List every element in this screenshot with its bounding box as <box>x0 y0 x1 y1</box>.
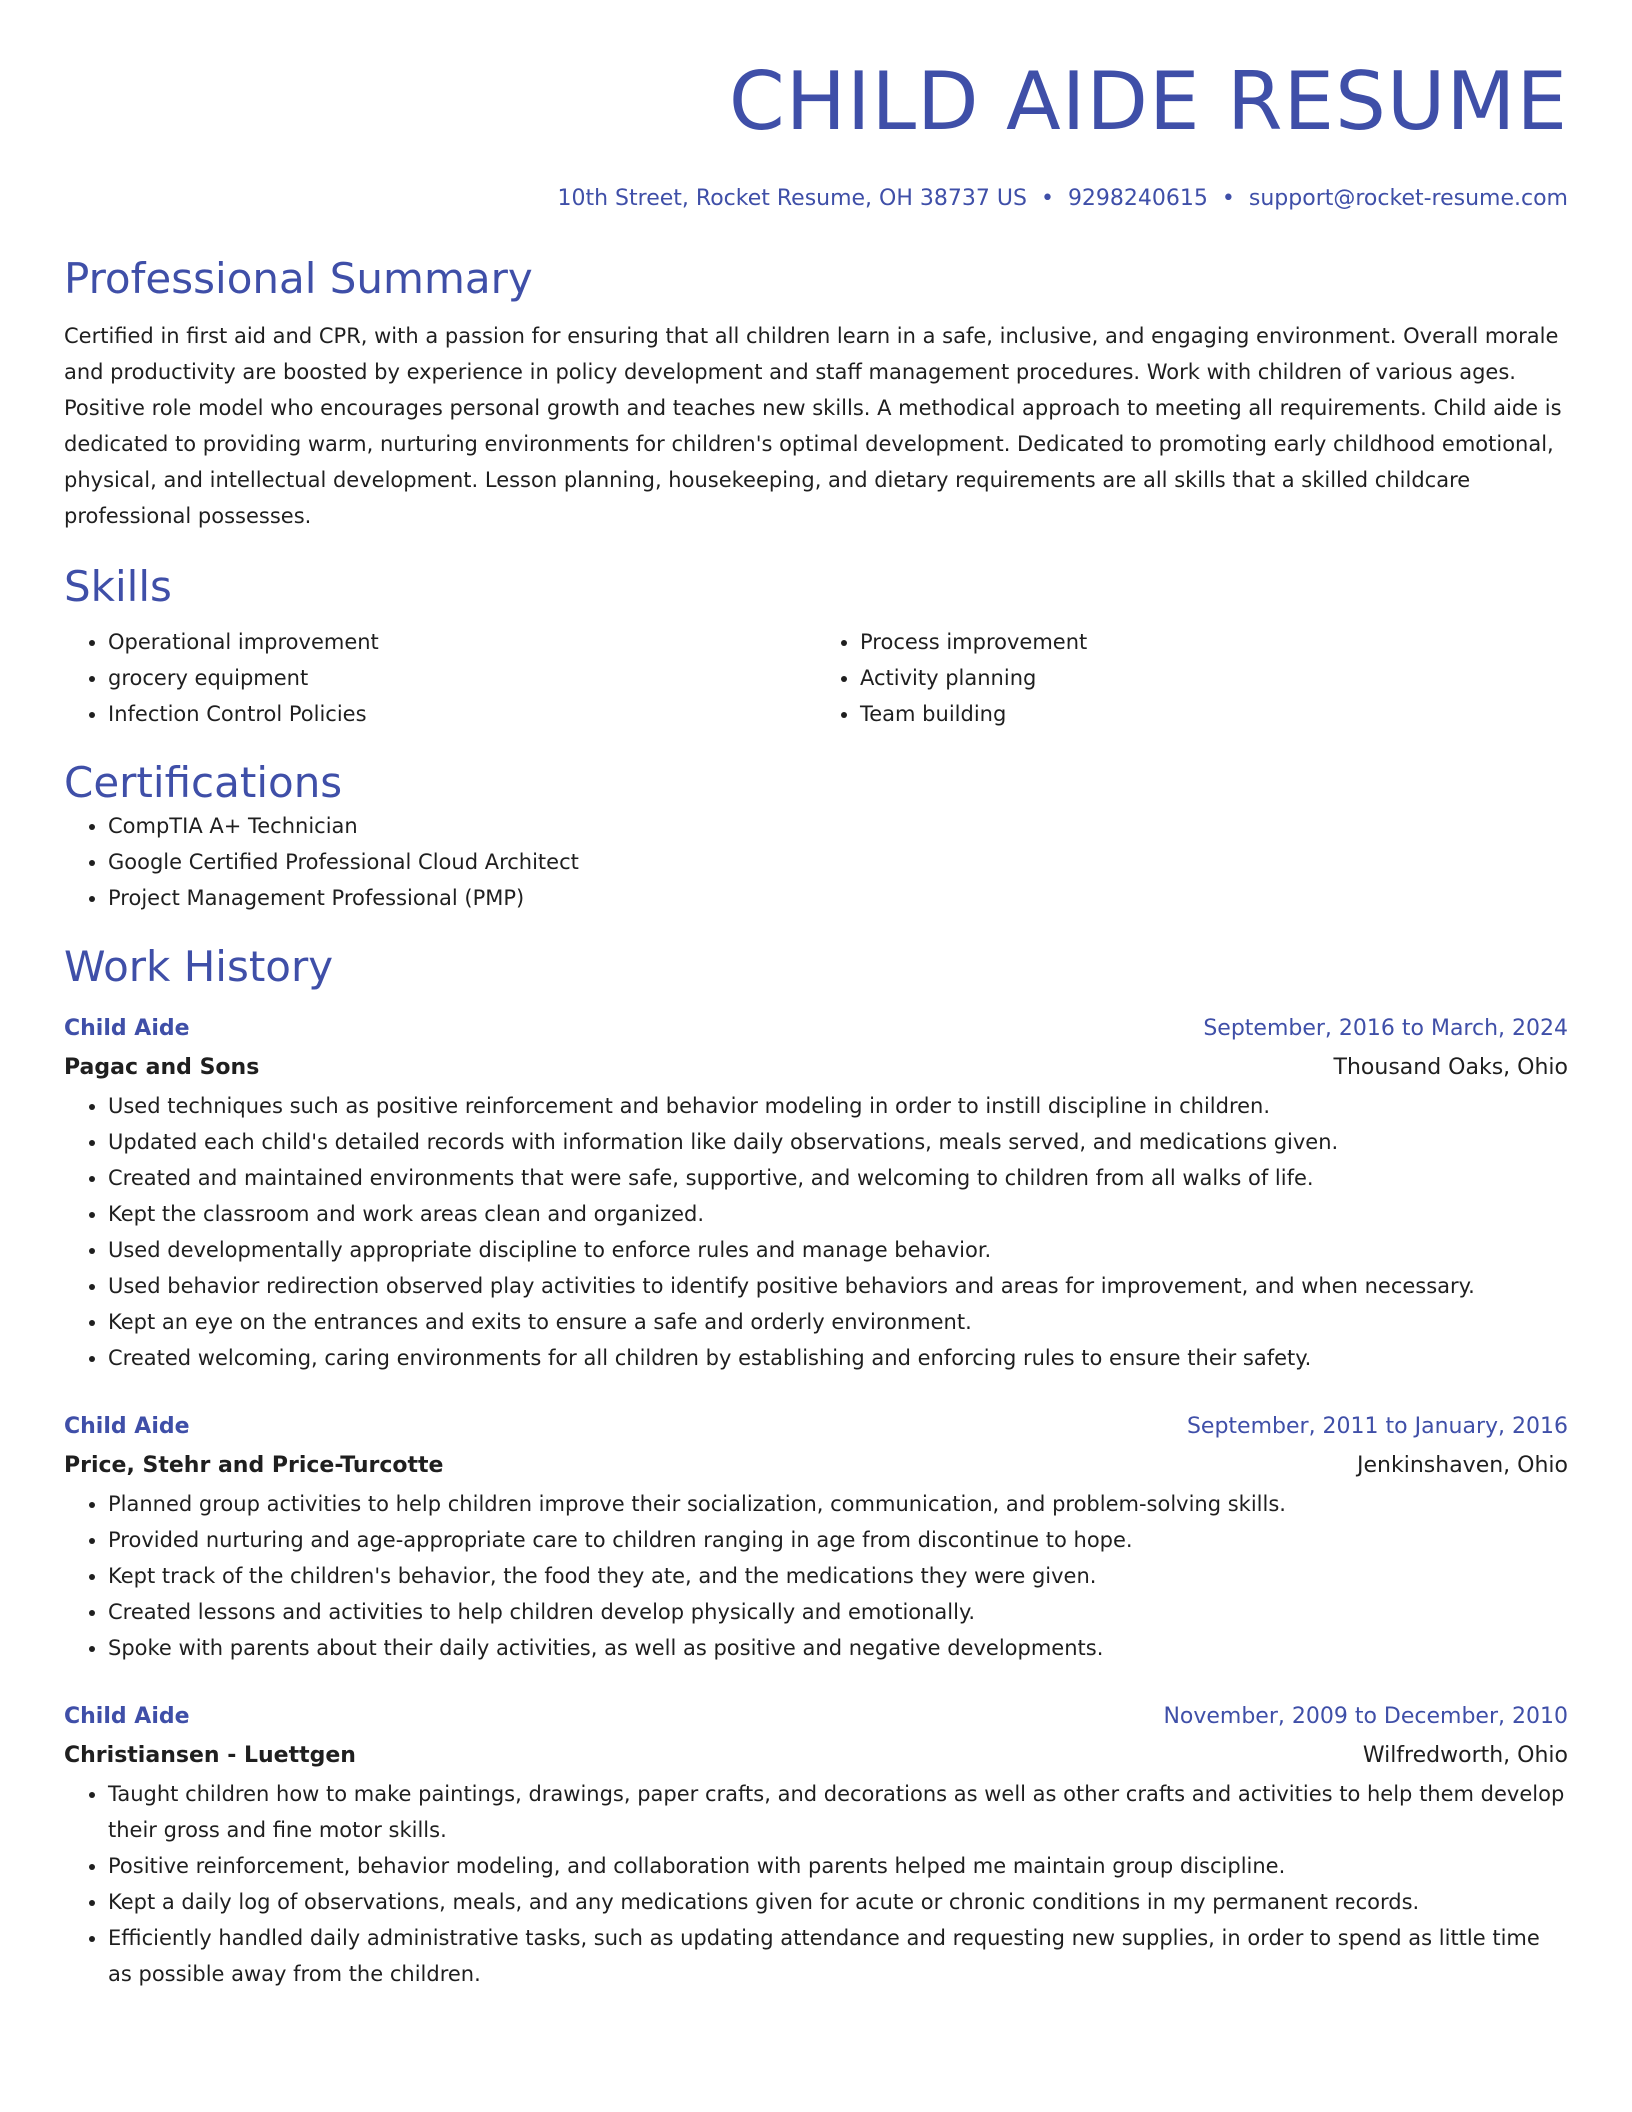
job-duty-item: • Planned group activities to help children improve their socialization, communication, and problem-solving skills. <box>108 1486 1568 1522</box>
certifications-section <box>64 758 1568 916</box>
job-duty-item: • Provided nurturing and age-appropriate care to children ranging in age from discontinue to hope. <box>108 1522 1568 1558</box>
job-duties-list <box>64 1088 1568 1376</box>
job-duties-list <box>64 1776 1568 1992</box>
professional-summary-section <box>64 254 1568 534</box>
job-duty-item: • Created welcoming, caring environments for all children by establishing and enforcing rules to ensure their safety. <box>108 1340 1568 1376</box>
job-duty-item: • Updated each child's detailed records with information like daily observations, meals served, and medications given. <box>108 1124 1568 1160</box>
contact-separator: • <box>1221 186 1235 211</box>
certification-item: • Project Management Professional (PMP) <box>108 880 1568 916</box>
certification-item: • CompTIA A+ Technician <box>108 808 1568 844</box>
job-dates: September, 2016 to March, 2024 <box>1203 1016 1568 1041</box>
job-title: Child Aide <box>64 1414 190 1439</box>
job-title: Child Aide <box>64 1704 190 1729</box>
job-dates: November, 2009 to December, 2010 <box>1163 1704 1568 1729</box>
job-duty-item: • Taught children how to make paintings, drawings, paper crafts, and decorations as well as other crafts and activities to help them develop their gross and fine motor skills. <box>108 1776 1568 1848</box>
section-heading: Skills <box>64 562 172 611</box>
job-entry <box>64 1698 1568 1992</box>
resume-title: CHILD AIDE RESUME <box>728 55 1568 148</box>
skills-grid <box>64 624 1568 732</box>
job-duty-item: • Kept a daily log of observations, meals, and any medications given for acute or chronic conditions in my permanent records. <box>108 1884 1568 1920</box>
job-location: Jenkinshaven, Ohio <box>1357 1453 1568 1478</box>
job-entry <box>64 1010 1568 1376</box>
job-company: Christiansen - Luettgen <box>64 1743 356 1768</box>
contact-line <box>64 182 1568 216</box>
work-history-section <box>64 942 1568 1992</box>
skills-section <box>64 562 1568 732</box>
job-title: Child Aide <box>64 1016 190 1041</box>
job-dates: September, 2011 to January, 2016 <box>1186 1414 1568 1439</box>
job-company: Price, Stehr and Price-Turcotte <box>64 1453 444 1478</box>
job-duty-item: • Used techniques such as positive reinforcement and behavior modeling in order to instill discipline in children. <box>108 1088 1568 1124</box>
skill-item: • Process improvement <box>860 624 1568 660</box>
skill-item: • Operational improvement <box>108 624 816 660</box>
job-duty-item: • Positive reinforcement, behavior modeling, and collaboration with parents helped me maintain group discipline. <box>108 1848 1568 1884</box>
job-location: Wilfredworth, Ohio <box>1362 1743 1568 1768</box>
job-duty-item: • Spoke with parents about their daily activities, as well as positive and negative developments. <box>108 1630 1568 1666</box>
job-entry <box>64 1408 1568 1666</box>
section-heading: Certifications <box>64 758 343 807</box>
skill-item: • Infection Control Policies <box>108 696 816 732</box>
skill-item: • Team building <box>860 696 1568 732</box>
job-duty-item: • Kept the classroom and work areas clean and organized. <box>108 1196 1568 1232</box>
job-duty-item: • Kept track of the children's behavior, the food they ate, and the medications they were given. <box>108 1558 1568 1594</box>
contact-phone: 9298240615 <box>1067 186 1208 211</box>
contact-address: 10th Street, Rocket Resume, OH 38737 US <box>557 186 1027 211</box>
job-location: Thousand Oaks, Ohio <box>1333 1055 1568 1080</box>
certification-item: • Google Certified Professional Cloud Architect <box>108 844 1568 880</box>
job-duties-list <box>64 1486 1568 1666</box>
certifications-list <box>64 808 1568 916</box>
job-duty-item: • Efficiently handled daily administrative tasks, such as updating attendance and requesting new supplies, in order to spend as little time as possible away from the children. <box>108 1920 1568 1992</box>
skill-item: • grocery equipment <box>108 660 816 696</box>
contact-email: support@rocket-resume.com <box>1248 186 1568 211</box>
skills-list-right <box>816 624 1568 732</box>
section-heading: Work History <box>64 942 334 991</box>
job-duty-item: • Kept an eye on the entrances and exits to ensure a safe and orderly environment. <box>108 1304 1568 1340</box>
skill-item: • Activity planning <box>860 660 1568 696</box>
summary-paragraph: Certified in first aid and CPR, with a passion for ensuring that all children learn in a safe, inclusive, and engaging environment. Overall morale and productivity are boosted by experience in policy development and staff management procedures. Work with children of various ages. Positive role model who encourages personal growth and teaches new skills. A methodical approach to meeting all requirements. Child aide is dedicated to providing warm, nurturing environments for children's optimal development. Dedicated to promoting early childhood emotional, physical, and intellectual development. Lesson planning, housekeeping, and dietary requirements are all skills that a skilled childcare professional possesses. <box>64 324 1562 528</box>
job-duty-item: • Created and maintained environments that were safe, supportive, and welcoming to children from all walks of life. <box>108 1160 1568 1196</box>
skills-list-left <box>64 624 816 732</box>
job-duty-item: • Used developmentally appropriate discipline to enforce rules and manage behavior. <box>108 1232 1568 1268</box>
job-duty-item: • Created lessons and activities to help children develop physically and emotionally. <box>108 1594 1568 1630</box>
contact-separator: • <box>1040 186 1054 211</box>
section-heading: Professional Summary <box>64 254 533 303</box>
resume-header <box>64 52 1568 216</box>
job-company: Pagac and Sons <box>64 1055 260 1080</box>
job-duty-item: • Used behavior redirection observed play activities to identify positive behaviors and areas for improvement, and when necessary. <box>108 1268 1568 1304</box>
